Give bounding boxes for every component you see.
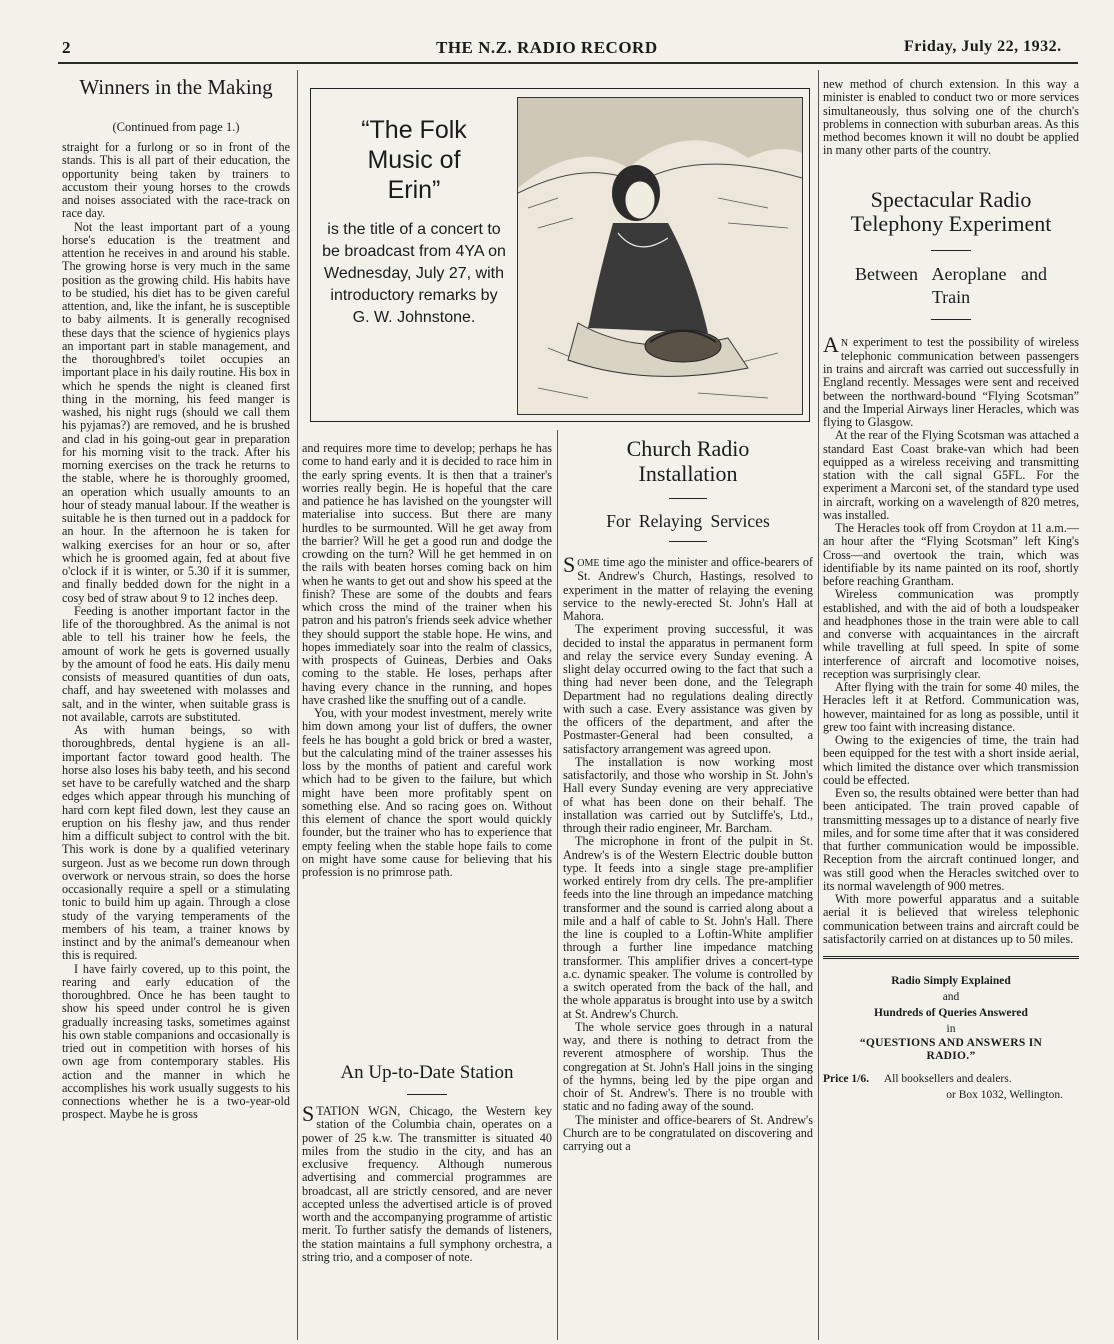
church-paragraph: The experiment proving successful, it was decided to instal the apparatus in permanent form and relay the service every Sunday evening. A slight delay occurred owing to the fact that such a thing had never been done, and the Telegraph Department had no regulations dealing directly with such a case. Every assistance was given by the officers of the department, and after the Postmaster-General had been consulted, a satisfactory arrangement was agreed upon. — [563, 622, 813, 756]
advert-rule — [823, 956, 1079, 959]
uptodate-body — [302, 1101, 552, 1264]
winners-paragraph: You, with your modest investment, merely write him down among your list of duffers, the owner feels he has bought a gold brick or bred a waster, but the calculating mind of the trainer assesses his loss by the months of patient and careful work which had to be given to the failure, but which might have been more profitably spent on something else. And so racing goes on. Without this element of chance the sport would quickly founder, but the trainer who has to experience that empty feeling when the stable hope fails to come on might have some cause for believing that his profession is no primrose path. — [302, 706, 552, 879]
column-rule-1 — [297, 70, 298, 1340]
advert-price: Price 1/6. — [823, 1073, 869, 1085]
spectacular-paragraph: With more powerful apparatus and a suitable aerial it is believed that wireless telephonic communication between trains and aircraft could be satisfactorily carried on at distances up to 50 miles. — [823, 892, 1079, 946]
advert-line1: Radio Simply Explained — [891, 975, 1011, 987]
winners-title: Winners in the Making — [79, 75, 273, 99]
right-column — [823, 78, 1079, 1103]
advert-price-row — [823, 1071, 1079, 1087]
church-article — [563, 436, 813, 1153]
spectacular-paragraph: At the rear of the Flying Scotsman was attached a standard East Coast brake-van which had been equipped as a wireless receiving and transmitting station with the call signal G5FL. For the experiment a Marconi set, of the standard type used in aircraft, working on a wavelength of 820 metres, was installed. — [823, 428, 1079, 522]
woman-with-basket-icon — [518, 98, 802, 414]
advert-box: or Box 1032, Wellington. — [946, 1089, 1063, 1101]
advert-price-text: All booksellers and dealers. — [883, 1073, 1012, 1085]
spectacular-paragraph: Owing to the exigencies of time, the train had been equipped for the test with a short inside aerial, which limited the distance over which transmission could be effected. — [823, 733, 1079, 787]
winners-continuation — [302, 442, 552, 879]
folk-music-illustration — [517, 97, 803, 415]
uptodate-article — [302, 1062, 552, 1264]
church-paragraph: The minister and office-bearers of St. Andrew's Church are to be congratulated on discovering and carrying out a — [563, 1112, 813, 1153]
spectacular-paragraph: After flying with the train for some 40 miles, the Heracles left it at Retford. Communication was, however, maintained for as long as possible, until it grew too faint with increasing distance. — [823, 680, 1079, 734]
winners-paragraph: straight for a furlong or so in front of the stands. This is all part of their education, the opportunity being taken by trainers to accustom their young horses to the crowds and noises associated with the race-track on race day. — [62, 140, 290, 221]
spectacular-title: Spectacular Radio Telephony Experiment — [850, 186, 1052, 236]
church-paragraph: The installation is now working most satisfactorily, and those who worship in St. John's Hall every Sunday evening are very appreciative of what has been done on their behalf. The installation was carried out by Sutcliffe's, Ltd., through their radio engineer, Mr. Barcham. — [563, 754, 813, 835]
column-rule-2 — [557, 430, 558, 1340]
winners-article — [62, 74, 290, 1122]
church-subtitle: For Relaying Services — [606, 511, 770, 531]
advert-line3: Hundreds of Queries Answered — [874, 1007, 1028, 1019]
masthead-rule — [58, 62, 1078, 64]
church-title: Church Radio Installation — [626, 436, 750, 486]
issue-date: Friday, July 22, 1932. — [904, 38, 1062, 55]
church-rule-1 — [669, 498, 707, 499]
church-paragraph: The microphone in front of the pulpit in St. Andrew's is of the Western Electric double button type. It feeds into a single stage pre-amplifier worked entirely from dry cells. The pre-amplifier feeds into the line through an impedance matching transformer and the sound is carried along about a mile and a half of cable to St. John's Hall. There the line is coupled to a Loftin-White amplifier through a further line impedance matching transformer. This amplifier drives a concert-type a.c. dynamic speaker. The volume is controlled by a switch operated from the back of the hall, and the whole apparatus is brought into use by a switch at St. Andrew's Church. — [563, 834, 813, 1021]
church-paragraph: The whole service goes through in a natural way, and there is nothing to detract from the reverent atmosphere of worship. Thus the congregation at St. John's Hall joins in the singing of the hymns, being led by the pipe organ and choir of St. Andrew's. There is no trouble with static and no fading away of the sound. — [563, 1019, 813, 1114]
winners-paragraph: Not the least important part of a young horse's education is the treatment and attention he receives in and around his stable. The growing horse is very much in the same position as the growing child. His habits have to be studied, his diet has to be given careful attention, and, like the infant, he is susceptible to baby ailments. It is generally recognised these days that the science of hygienics plays an important part in stable management, and the thoroughbred's toilet occupies an important place in his daily routine. His box in which he spends the night is cleaned first thing in the morning, his feed manger is washed, his night rugs (should we call them his pyjamas?) are removed, and he is brushed and clad in his going-out gear in preparation for his morning visit to the track. After his morning exercises on the track he returns to the stable, where he is thoroughly groomed, an operation which usually amounts to an hour of steady manual labour. If the weather is suitable he is then turned out in a paddock for an hour. In the afternoon he is taken for walking exercises for an hour or so, after which he is groomed again, fed at about five o'clock if it is winter, or 5.30 if it is summer, and finally bedded down for the night in a cosy bed of straw about 9 to 12 inches deep. — [62, 219, 290, 605]
spectacular-first-word: N — [840, 337, 849, 349]
winners-continued: (Continued from page 1.) — [112, 120, 240, 134]
church-continuation: new method of church extension. In this way a minister is enabled to conduct two or more services simultaneously, thus solving one of the church's problems in connection with suburban areas. As this method becomes known it will no doubt be applied in many other parts of the country. — [823, 77, 1079, 158]
church-paragraph — [563, 552, 813, 623]
uptodate-title: An Up-to-Date Station — [340, 1062, 514, 1083]
publication-title: THE N.Z. RADIO RECORD — [436, 38, 658, 57]
uptodate-dropcap: S — [302, 1101, 315, 1126]
winners-paragraph: As with human beings, so with thoroughbreds, dental hygiene is an all-important factor toward good health. The horse also loses his baby teeth, and his second set have to be carefully watched and the sharp edges which appear through his munching of hard corn kept filed down, lest they cause an eruption on his fleshy jaw, and thus render him a difficult subject to control with the bit. This work is done by a qualified veterinary surgeon. Just as we become run down through overwork or nervous strain, so does the horse occasionally require a spell or a stimulating tonic to build him up again. Through a close study of the varying temperaments of the members of his team, a trainer knows by instinct and by the animal's demeanour when this is required. — [62, 723, 290, 963]
church-rule-2 — [669, 541, 707, 542]
spectacular-rule-2 — [931, 319, 971, 320]
column-rule-3 — [818, 70, 819, 1340]
winners-body — [62, 141, 290, 1122]
spectacular-paragraph: Wireless communication was promptly established, and with the aid of both a loudspeaker and headphones those in the train were able to call and converse with acquaintances in the aircraft while travelling at full speed. In spite of some interference of aircraft and locomotive noises, reception was surprisingly clear. — [823, 587, 1079, 681]
spectacular-paragraph — [823, 331, 1079, 430]
church-body — [563, 552, 813, 1153]
spectacular-dropcap: A — [823, 331, 839, 357]
winners-paragraph: Feeding is another important factor in the life of the thoroughbred. As the animal is not able to tell his trainer how he feels, the amount of work he gets is governed usually by the amount of food he eats. His daily menu consists of measured quantities of dun oats, chaff, and hay sweetened with molasses and salt, and in the winter, when suitable grass is not available, carrots are substituted. — [62, 603, 290, 724]
page-number: 2 — [62, 38, 71, 57]
church-dropcap: S — [563, 552, 576, 577]
spectacular-subtitle: Between Aeroplane and Train — [855, 263, 1047, 307]
uptodate-rule — [407, 1094, 447, 1095]
folk-music-title: “The Folk Music of Erin” — [361, 116, 467, 204]
folk-music-body: is the title of a concert to be broadcast from 4YA on Wednesday, July 27, with introductory remarks by G. W. Johnstone. — [322, 221, 506, 326]
advert-line2: and — [942, 991, 960, 1003]
spectacular-paragraph: Even so, the results obtained were better than had been anticipated. The train proved capable of transmitting messages up to a distance of nearly five miles, and for some time after that it was considered that further communication would be impossible. Reception from the aircraft continued longer, and was still good when the Heracles switched over to its normal wavelength of 900 metres. — [823, 786, 1079, 893]
spectacular-body — [823, 331, 1079, 947]
winners-paragraph: I have fairly covered, up to this point, the rearing and early education of the thoroughbred. Once he has been taught to show his speed under control he is given gradually increasing tasks, sometimes against his own stable companions and occasionally is tried out in competition with horses of his own age from contemporary stables. His action and the manner in which he accomplishes his work usually suggests to his connections whether he is a two-year-old prospect. Maybe he is gross — [62, 961, 290, 1122]
advert-line4: in — [946, 1023, 956, 1035]
winners-paragraph: and requires more time to develop; perhaps he has come to hand early and it is decided to race him in the early spring events. It is then that a trainer's worries really begin. He is hopeful that the care and patience he has lavished on the youngster will materialise into success. But there are many hurdles to be surmounted. Will he get away from the barrier? Will he get a good run and dodge the crowding on the turn? Will he get hemmed in on the rails with beaten horses coming back on him when he wants to get out and show his speed at the finish? These are some of the doubts and fears which cross the mind of the trainer when his patron and his patron's friends seek advice whether they should support the stable hope. He wins, and hopes immediately soar into the realm of classics, with prospects of Guineas, Derbies and Oaks coming to the stable. He loses, perhaps after having every chance in the running, and hopes have crashed like the snuffing out of a candle. — [302, 441, 552, 707]
church-paragraph-text: time ago the minister and office-bearers of St. Andrew's Church, Hastings, resolved to experiment in the matter of relaying the evening service to the newly-erected St. John's Hall at Mahora. — [563, 555, 813, 623]
advert-line5: “QUESTIONS AND ANSWERS IN RADIO.” — [859, 1037, 1043, 1062]
advert — [823, 973, 1079, 1103]
uptodate-paragraph: TATION WGN, Chicago, the Western key station of the Columbia chain, operates on a power of 25 k.w. The transmitter is situated 40 miles from the studio in the city, and has an exclusive frequency. Although numerous advertising and commercial programmes are broadcast, all are strictly censored, and are never accepted unless the advertised article is of proved worth and the accompanying programme of artistic merit. To further satisfy the demands of listeners, the station maintains a full symphony orchestra, a string trio, and a composer of note. — [302, 1104, 552, 1264]
spectacular-paragraph: The Heracles took off from Croydon at 11 a.m.—an hour after the “Flying Scotsman” left King's Cross—and overtook the train, which was identifiable by its name painted on its roof, shortly before reaching Grantham. — [823, 521, 1079, 588]
spectacular-paragraph-text: experiment to test the possibility of wireless telephonic communication between passengers in trains and aircraft was carried out successfully in England recently. Messages were sent and received between the northward-bound “Flying Scotsman” and the Imperial Airways liner Heracles, which was flying to Glasgow. — [823, 334, 1079, 429]
spectacular-rule-1 — [931, 250, 971, 251]
folk-music-box — [310, 88, 810, 422]
church-first-word: OME — [577, 558, 600, 569]
